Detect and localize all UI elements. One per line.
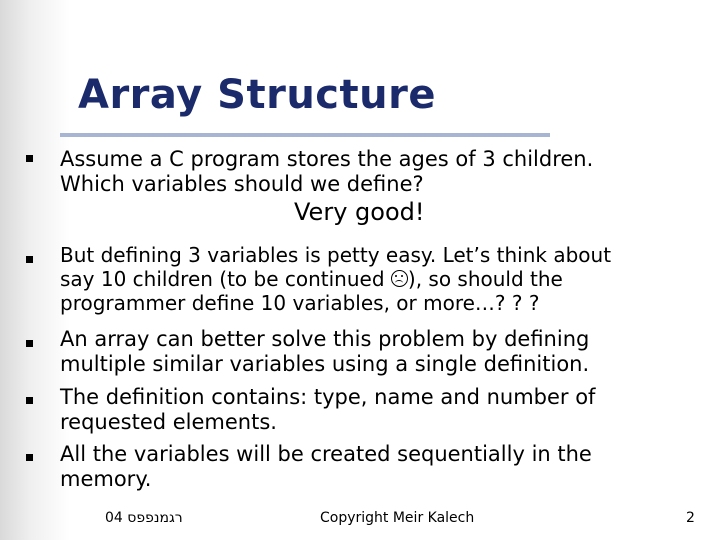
bullet-2-line-3: programmer define 10 variables, or more…? ? ? (60, 291, 540, 315)
bullet-2-line-2: say 10 children (to be continued ), so should the (60, 267, 563, 291)
bullet-4-line-1: The definition contains: type, name and number of (60, 385, 596, 409)
bullet-text-1 (60, 147, 593, 197)
bullet-text-5 (60, 442, 592, 492)
bullet-1-line-2: Which variables should we define? (60, 172, 424, 196)
footer-course-label: רגמנפפס 04 (105, 510, 183, 526)
very-good-response: Very good! (294, 198, 425, 226)
bullet-marker (26, 454, 33, 461)
title-underline (60, 133, 550, 137)
bullet-text-2 (60, 243, 611, 315)
slide-number: 2 (686, 510, 695, 526)
frowning-face-icon (391, 270, 408, 287)
bullet-1-line-1: Assume a C program stores the ages of 3 children. (60, 147, 594, 171)
bullet-3-line-1: An array can better solve this problem by defining (60, 327, 590, 351)
bullet-2-line-1: But defining 3 variables is petty easy. Let’s think about (60, 243, 612, 267)
bullet-marker (26, 397, 33, 404)
bullet-marker (26, 256, 33, 263)
bullet-3-line-2: multiple similar variables using a single definition. (60, 352, 590, 376)
bullet-5-line-1: All the variables will be created sequentially in the (60, 442, 592, 466)
bullet-4-line-2: requested elements. (60, 410, 277, 434)
bullet-5-line-2: memory. (60, 467, 152, 491)
footer-copyright: Copyright Meir Kalech (320, 510, 475, 526)
bullet-marker (26, 155, 33, 162)
bullet-marker (26, 340, 33, 347)
bullet-text-3 (60, 327, 589, 377)
bullet-text-4 (60, 385, 595, 435)
slide-title: Array Structure (78, 72, 436, 118)
